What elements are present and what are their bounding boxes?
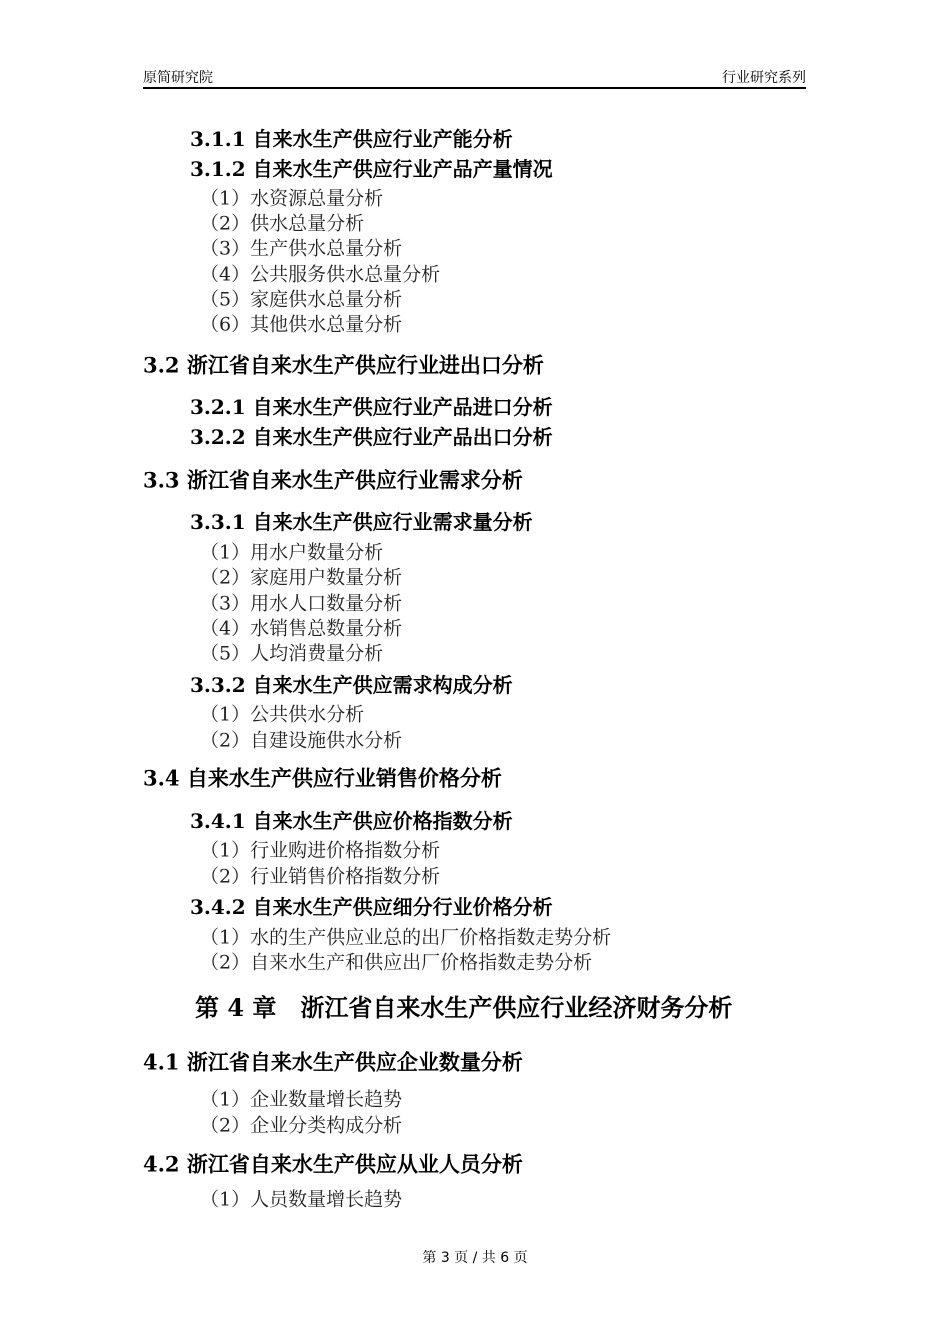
toc-chapter: 第 4 章 浙江省自来水生产供应行业经济财务分析: [195, 993, 733, 1022]
toc-item: （4）公共服务供水总量分析: [200, 263, 441, 286]
toc-item: （1）用水户数量分析: [200, 541, 384, 564]
toc-item: （1）水资源总量分析: [200, 187, 384, 210]
toc-item: （1）行业购进价格指数分析: [200, 839, 441, 862]
toc-item: （2）自来水生产和供应出厂价格指数走势分析: [200, 951, 593, 974]
toc-item: （3）用水人口数量分析: [200, 592, 403, 615]
toc-section: 3.4 自来水生产供应行业销售价格分析: [143, 765, 502, 791]
toc-subsection: 3.4.2 自来水生产供应细分行业价格分析: [190, 895, 553, 919]
toc-subsection: 3.2.2 自来水生产供应行业产品出口分析: [190, 425, 553, 449]
toc-section: 3.3 浙江省自来水生产供应行业需求分析: [143, 467, 523, 493]
toc-item: （2）供水总量分析: [200, 212, 365, 235]
toc-subsection: 3.2.1 自来水生产供应行业产品进口分析: [190, 395, 553, 419]
toc-subsection: 3.3.1 自来水生产供应行业需求量分析: [190, 510, 533, 534]
header-left: 原简研究院: [143, 70, 213, 86]
toc-section: 4.1 浙江省自来水生产供应企业数量分析: [143, 1049, 523, 1075]
toc-item: （1）公共供水分析: [200, 703, 365, 726]
toc-item: （2）家庭用户数量分析: [200, 566, 403, 589]
toc-section: 4.2 浙江省自来水生产供应从业人员分析: [143, 1151, 523, 1177]
toc-item: （5）家庭供水总量分析: [200, 288, 403, 311]
toc-item: （1）人员数量增长趋势: [200, 1188, 403, 1211]
toc-item: （2）企业分类构成分析: [200, 1114, 403, 1137]
toc-subsection: 3.1.2 自来水生产供应行业产品产量情况: [190, 157, 553, 181]
toc-item: （6）其他供水总量分析: [200, 313, 403, 336]
toc-item: （1）水的生产供应业总的出厂价格指数走势分析: [200, 926, 612, 949]
header-divider: [143, 87, 806, 89]
toc-item: （5）人均消费量分析: [200, 642, 384, 665]
toc-item: （1）企业数量增长趋势: [200, 1088, 403, 1111]
toc-item: （2）行业销售价格指数分析: [200, 865, 441, 888]
page-number-footer: 第 3 页 / 共 6 页: [422, 1250, 528, 1266]
toc-item: （2）自建设施供水分析: [200, 729, 403, 752]
toc-item: （3）生产供水总量分析: [200, 237, 403, 260]
toc-subsection: 3.1.1 自来水生产供应行业产能分析: [190, 127, 513, 151]
toc-subsection: 3.4.1 自来水生产供应价格指数分析: [190, 809, 513, 833]
toc-item: （4）水销售总数量分析: [200, 617, 403, 640]
header-right: 行业研究系列: [722, 70, 806, 86]
toc-section: 3.2 浙江省自来水生产供应行业进出口分析: [143, 352, 544, 378]
toc-subsection: 3.3.2 自来水生产供应需求构成分析: [190, 673, 513, 697]
